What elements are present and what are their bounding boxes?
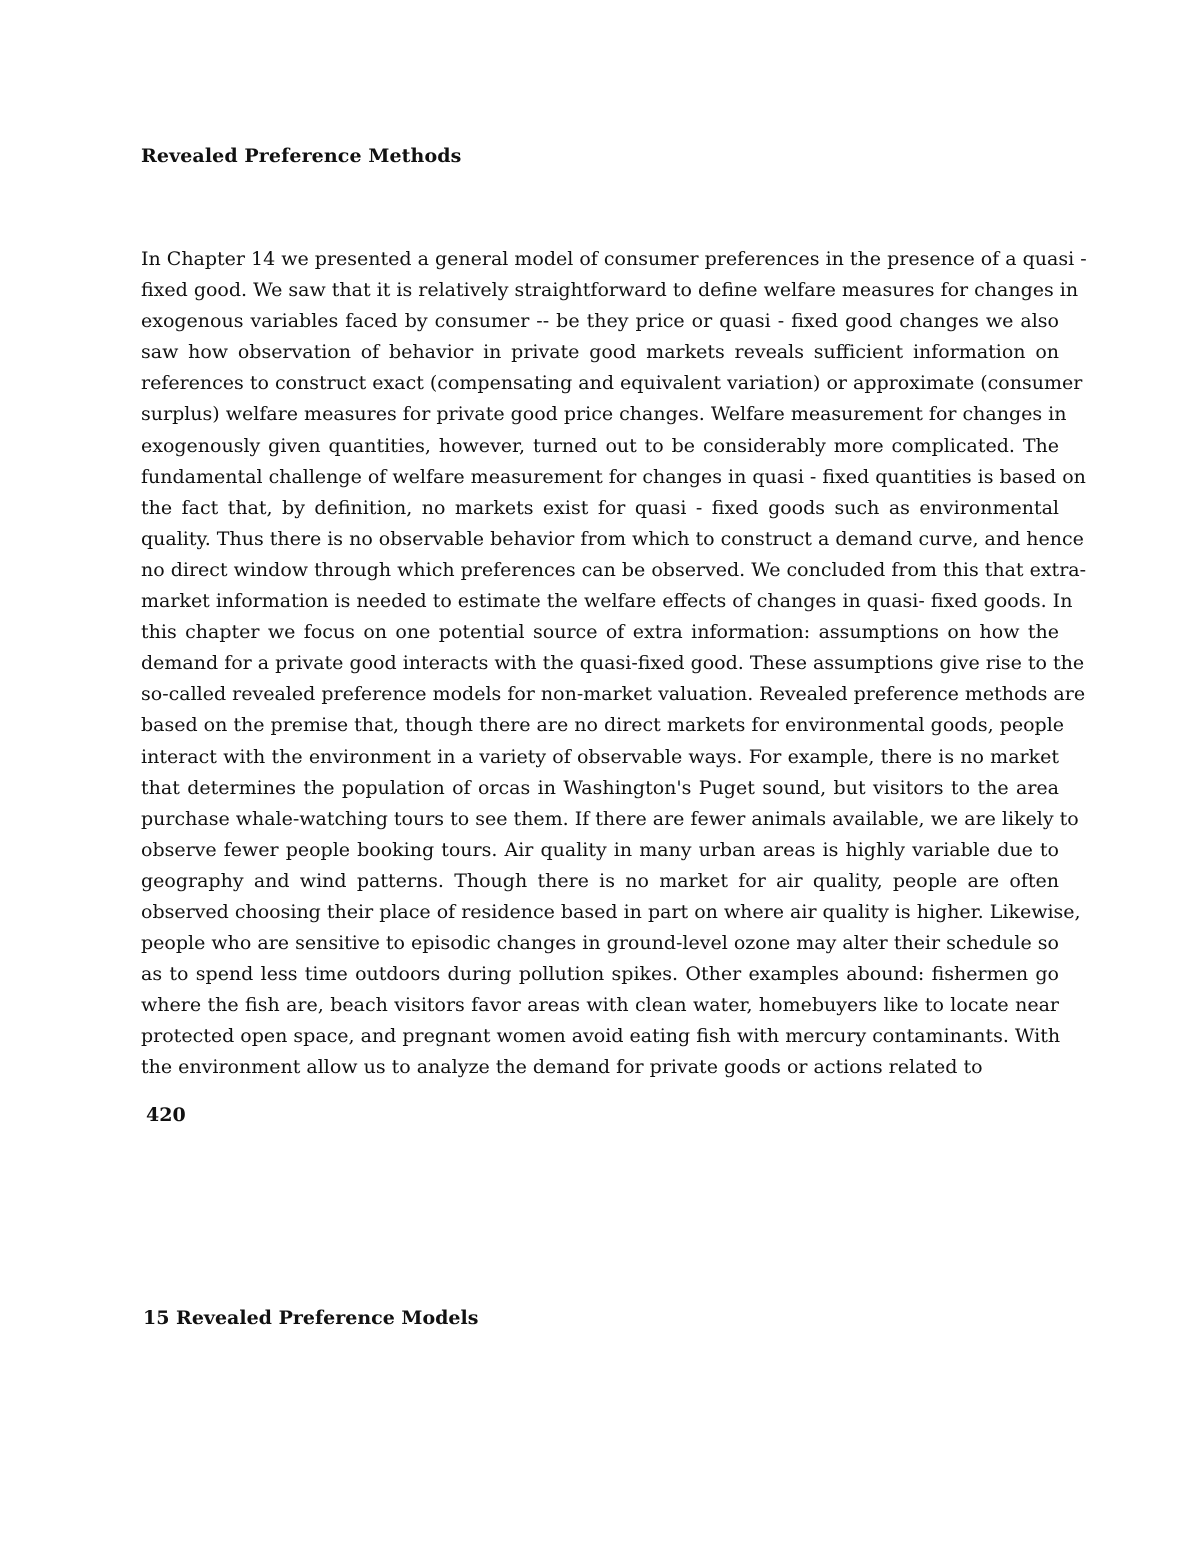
paragraph-line: based on the premise that, though there are no direct markets for environmental goods, people bbox=[141, 714, 1065, 737]
paragraph-line: surplus) welfare measures for private good price changes. Welfare measurement for changes in bbox=[141, 403, 1067, 426]
body-paragraph bbox=[141, 244, 1087, 1084]
paragraph-line: demand for a private good interacts with the quasi-fixed good. These assumptions give rise to the bbox=[141, 652, 1085, 675]
paragraph-line: references to construct exact (compensating and equivalent variation) or approximate (consumer bbox=[141, 372, 1083, 395]
paragraph-line: people who are sensitive to episodic changes in ground-level ozone may alter their schedule so bbox=[141, 932, 1059, 955]
paragraph-line: market information is needed to estimate the welfare effects of changes in quasi- fixed goods. In bbox=[141, 590, 1073, 613]
section-heading: 15 Revealed Preference Models bbox=[143, 1307, 479, 1329]
paragraph-line: as to spend less time outdoors during pollution spikes. Other examples abound: fishermen go bbox=[141, 963, 1059, 986]
paragraph-line: purchase whale-watching tours to see them. If there are fewer animals available, we are likely to bbox=[141, 807, 1079, 830]
paragraph-line: that determines the population of orcas in Washington's Puget sound, but visitors to the area bbox=[141, 776, 1059, 799]
paragraph-line: the fact that, by definition, no markets exist for quasi - fixed goods such as environmental bbox=[141, 496, 1059, 519]
paragraph-line: observe fewer people booking tours. Air quality in many urban areas is highly variable due to bbox=[141, 838, 1059, 861]
paragraph-line: In Chapter 14 we presented a general model of consumer preferences in the presence of a quasi - bbox=[141, 248, 1087, 270]
page-title: Revealed Preference Methods bbox=[141, 145, 462, 167]
paragraph-line: geography and wind patterns. Though there is no market for air quality, people are often bbox=[141, 869, 1059, 892]
paragraph-line: so-called revealed preference models for non-market valuation. Revealed preference methods are bbox=[141, 683, 1086, 706]
paragraph-line: exogenously given quantities, however, turned out to be considerably more complicated. The bbox=[141, 434, 1059, 457]
paragraph-line: quality. Thus there is no observable behavior from which to construct a demand curve, and hence bbox=[141, 527, 1084, 550]
paragraph-line: this chapter we focus on one potential source of extra information: assumptions on how the bbox=[141, 621, 1059, 644]
page-number: 420 bbox=[146, 1104, 186, 1126]
paragraph-line: fixed good. We saw that it is relatively straightforward to define welfare measures for changes in bbox=[141, 279, 1079, 302]
paragraph-line: interact with the environment in a variety of observable ways. For example, there is no market bbox=[141, 745, 1059, 768]
paragraph-line: protected open space, and pregnant women avoid eating fish with mercury contaminants. With bbox=[141, 1025, 1061, 1048]
paragraph-line: fundamental challenge of welfare measurement for changes in quasi - fixed quantities is based on bbox=[141, 465, 1086, 488]
paragraph-line: saw how observation of behavior in private good markets reveals sufficient information on bbox=[141, 341, 1059, 364]
paragraph-line: the environment allow us to analyze the demand for private goods or actions related to bbox=[141, 1056, 983, 1079]
paragraph-line: observed choosing their place of residence based in part on where air quality is higher. Likewise, bbox=[141, 900, 1081, 923]
paragraph-line: where the fish are, beach visitors favor areas with clean water, homebuyers like to locate near bbox=[141, 994, 1059, 1017]
paragraph-line: exogenous variables faced by consumer -- be they price or quasi - fixed good changes we also bbox=[141, 310, 1059, 333]
paragraph-line: no direct window through which preferences can be observed. We concluded from this that extra- bbox=[141, 558, 1087, 581]
